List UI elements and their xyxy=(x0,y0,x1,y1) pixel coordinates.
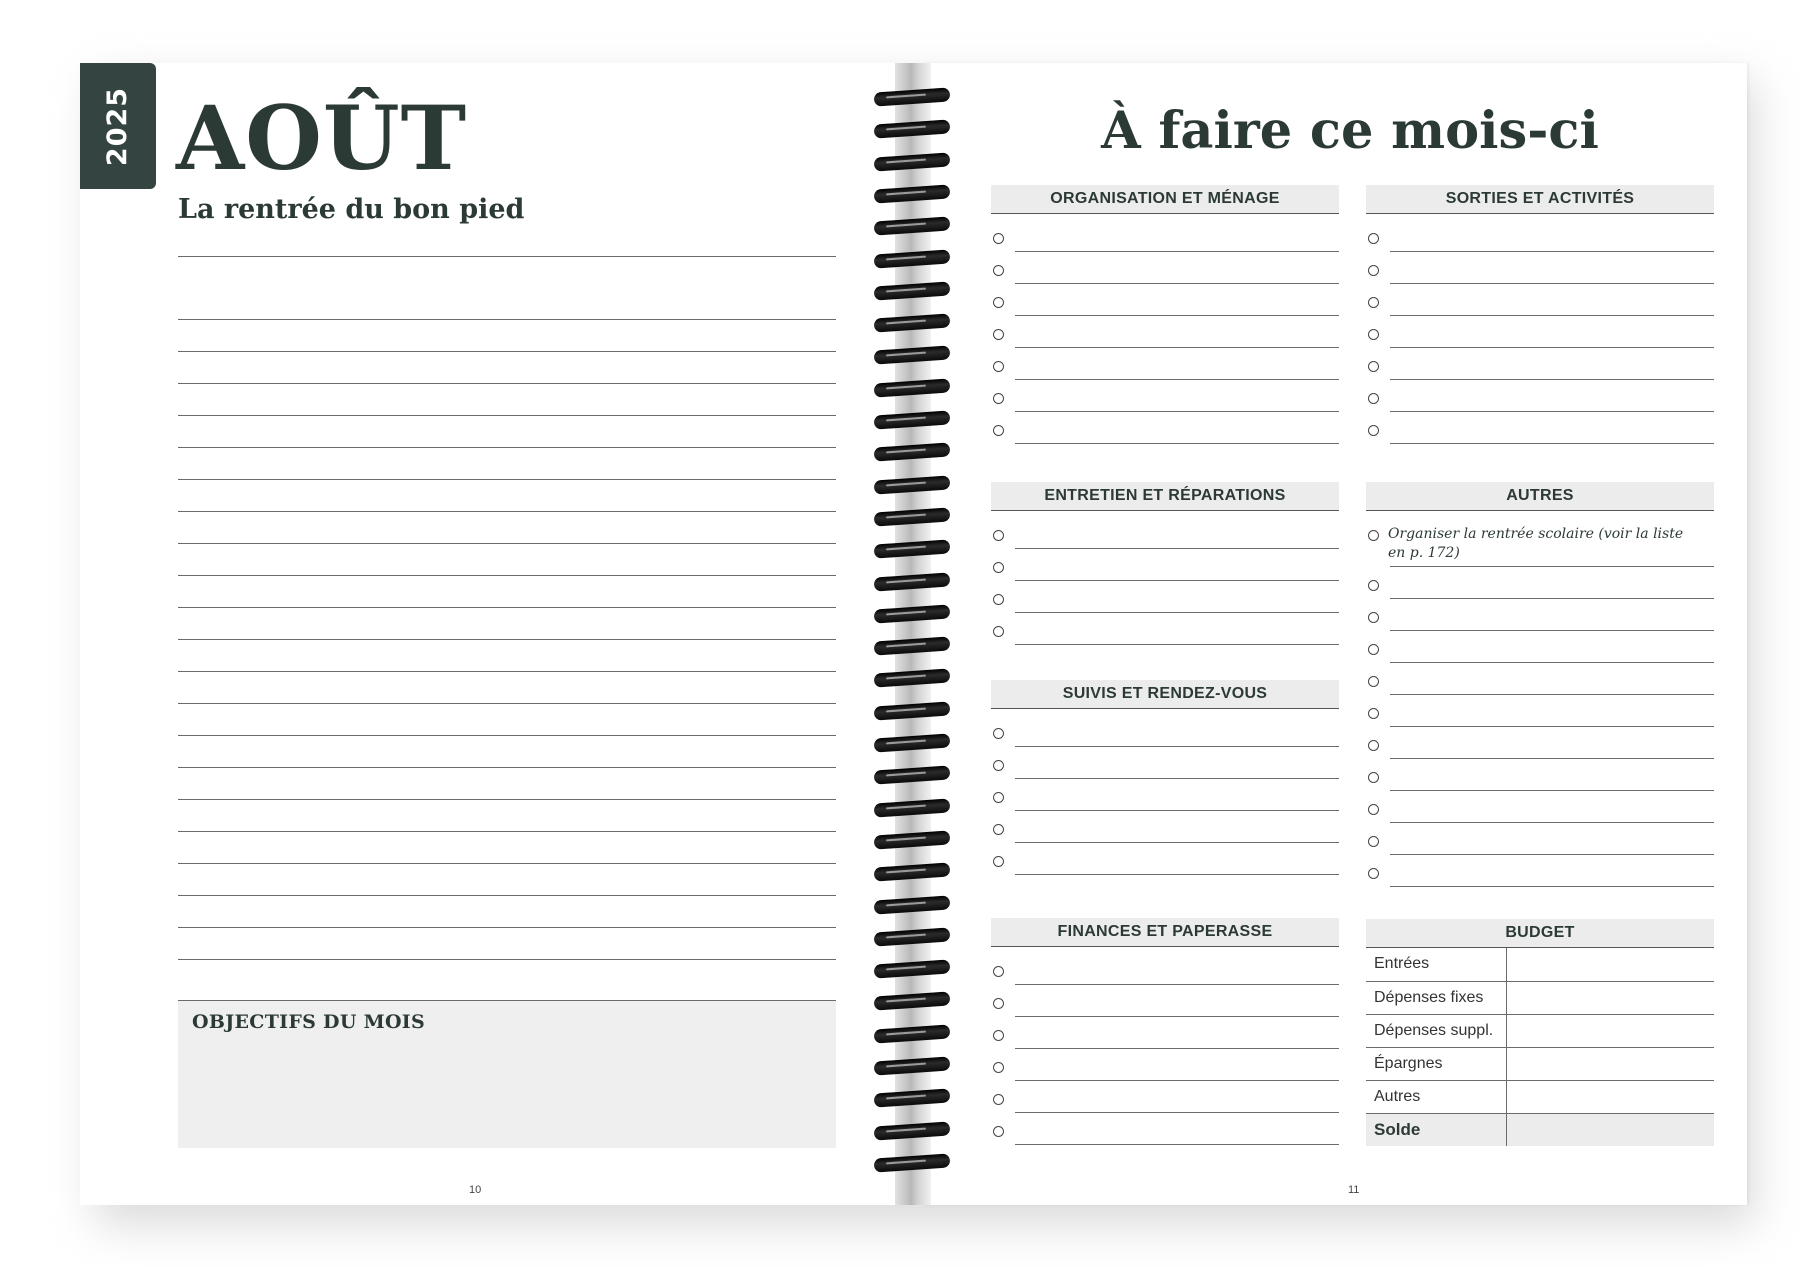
checkbox-circle-icon[interactable] xyxy=(1368,868,1379,879)
task-item[interactable] xyxy=(991,1113,1339,1145)
checkbox-circle-icon[interactable] xyxy=(993,562,1004,573)
spiral-coil xyxy=(874,1057,950,1077)
task-list xyxy=(991,953,1339,1145)
note-line[interactable] xyxy=(178,736,836,768)
budget-grid xyxy=(1366,948,1714,1146)
task-item[interactable] xyxy=(1366,727,1714,759)
budget-label: Dépenses fixes xyxy=(1366,981,1506,1014)
note-line[interactable] xyxy=(178,576,836,608)
task-list xyxy=(991,715,1339,875)
section-header: SORTIES ET ACTIVITÉS xyxy=(1366,185,1714,214)
spiral-coil xyxy=(874,1025,950,1045)
checkbox-circle-icon[interactable] xyxy=(993,856,1004,867)
spiral-coil xyxy=(874,379,950,399)
checkbox-circle-icon[interactable] xyxy=(993,626,1004,637)
spiral-coil xyxy=(874,540,950,560)
checkbox-circle-icon[interactable] xyxy=(1368,676,1379,687)
task-item[interactable] xyxy=(1366,855,1714,887)
note-line[interactable] xyxy=(178,256,836,257)
task-rule xyxy=(1015,644,1339,645)
checkbox-circle-icon[interactable] xyxy=(1368,530,1379,541)
task-item[interactable] xyxy=(991,1081,1339,1113)
section-suivis xyxy=(991,680,1339,875)
spiral-coil xyxy=(874,1122,950,1142)
task-rule xyxy=(1390,886,1714,887)
checkbox-circle-icon[interactable] xyxy=(993,824,1004,835)
checkbox-circle-icon[interactable] xyxy=(1368,393,1379,404)
task-item[interactable] xyxy=(991,348,1339,380)
note-line[interactable] xyxy=(178,704,836,736)
spiral-coil xyxy=(874,637,950,657)
task-rule xyxy=(1015,1144,1339,1145)
task-list xyxy=(991,220,1339,444)
checkbox-circle-icon[interactable] xyxy=(1368,836,1379,847)
task-text: Organiser la rentrée scolaire (voir la liste en p. 172) xyxy=(1388,526,1684,561)
note-line[interactable] xyxy=(178,896,836,928)
budget-value-cell[interactable] xyxy=(1506,1080,1714,1113)
checkbox-circle-icon[interactable] xyxy=(993,297,1004,308)
page-number-right: 11 xyxy=(1348,1184,1360,1196)
task-item[interactable] xyxy=(991,220,1339,252)
budget-value-cell[interactable] xyxy=(1506,981,1714,1014)
checkbox-circle-icon[interactable] xyxy=(993,233,1004,244)
budget-label: Autres xyxy=(1366,1080,1506,1113)
checkbox-circle-icon[interactable] xyxy=(993,1030,1004,1041)
task-item[interactable] xyxy=(1366,567,1714,599)
task-item[interactable] xyxy=(991,380,1339,412)
budget-value-cell[interactable] xyxy=(1506,1014,1714,1047)
goals-title: OBJECTIFS DU MOIS xyxy=(192,1011,426,1033)
checkbox-circle-icon[interactable] xyxy=(1368,740,1379,751)
budget-value-cell[interactable] xyxy=(1506,948,1714,981)
task-item[interactable] xyxy=(991,1017,1339,1049)
task-item[interactable] xyxy=(991,252,1339,284)
spiral-coil xyxy=(874,734,950,754)
task-list xyxy=(1366,567,1714,887)
checkbox-circle-icon[interactable] xyxy=(1368,329,1379,340)
task-item[interactable] xyxy=(991,549,1339,581)
spiral-coil xyxy=(874,443,950,463)
section-header: ENTRETIEN ET RÉPARATIONS xyxy=(991,482,1339,511)
checkbox-circle-icon[interactable] xyxy=(993,425,1004,436)
budget-row xyxy=(1366,1047,1714,1080)
note-line[interactable] xyxy=(178,928,836,960)
spiral-coil xyxy=(874,314,950,334)
note-line[interactable] xyxy=(178,288,836,320)
goals-box[interactable] xyxy=(178,1000,836,1148)
budget-total-label: Solde xyxy=(1366,1113,1506,1146)
task-item[interactable] xyxy=(991,284,1339,316)
section-header: ORGANISATION ET MÉNAGE xyxy=(991,185,1339,214)
checkbox-circle-icon[interactable] xyxy=(993,998,1004,1009)
checkbox-circle-icon[interactable] xyxy=(1368,265,1379,276)
checkbox-circle-icon[interactable] xyxy=(1368,297,1379,308)
section-organisation xyxy=(991,185,1339,444)
note-line[interactable] xyxy=(178,672,836,704)
task-item[interactable] xyxy=(991,412,1339,444)
spiral-coil xyxy=(874,250,950,270)
spiral-coil xyxy=(874,831,950,851)
spiral-coil xyxy=(874,702,950,722)
spiral-coil xyxy=(874,573,950,593)
budget-value-cell[interactable] xyxy=(1506,1047,1714,1080)
note-line[interactable] xyxy=(178,480,836,512)
checkbox-circle-icon[interactable] xyxy=(993,393,1004,404)
task-list xyxy=(1366,517,1714,567)
note-line[interactable] xyxy=(178,640,836,672)
note-line[interactable] xyxy=(178,352,836,384)
checkbox-circle-icon[interactable] xyxy=(993,265,1004,276)
budget-row xyxy=(1366,1080,1714,1113)
spiral-coil xyxy=(874,896,950,916)
checkbox-circle-icon[interactable] xyxy=(1368,580,1379,591)
note-line[interactable] xyxy=(178,384,836,416)
task-item[interactable] xyxy=(991,985,1339,1017)
budget-label: Entrées xyxy=(1366,948,1506,981)
budget-label: Épargnes xyxy=(1366,1047,1506,1080)
checkbox-circle-icon[interactable] xyxy=(1368,425,1379,436)
checkbox-circle-icon[interactable] xyxy=(1368,772,1379,783)
task-item[interactable] xyxy=(1366,316,1714,348)
checkbox-circle-icon[interactable] xyxy=(993,792,1004,803)
note-line[interactable] xyxy=(178,768,836,800)
budget-row xyxy=(1366,1014,1714,1047)
task-item[interactable] xyxy=(991,581,1339,613)
task-item[interactable] xyxy=(1366,252,1714,284)
spiral-coil xyxy=(874,1089,950,1109)
section-sorties xyxy=(1366,185,1714,444)
task-item[interactable] xyxy=(1366,663,1714,695)
note-line[interactable] xyxy=(178,864,836,896)
year-label-wrap xyxy=(80,63,156,189)
note-line[interactable] xyxy=(178,800,836,832)
spiral-coil xyxy=(874,282,950,302)
task-item[interactable] xyxy=(991,953,1339,985)
month-subtitle: La rentrée du bon pied xyxy=(178,194,525,225)
spiral-coil xyxy=(874,992,950,1012)
task-list xyxy=(1366,220,1714,444)
section-finances xyxy=(991,918,1339,1145)
checkbox-circle-icon[interactable] xyxy=(993,329,1004,340)
checkbox-circle-icon[interactable] xyxy=(993,594,1004,605)
budget-total-value-cell[interactable] xyxy=(1506,1113,1714,1146)
spiral-coil xyxy=(874,799,950,819)
checkbox-circle-icon[interactable] xyxy=(1368,233,1379,244)
section-header: AUTRES xyxy=(1366,482,1714,511)
checkbox-circle-icon[interactable] xyxy=(993,361,1004,372)
task-item[interactable] xyxy=(991,779,1339,811)
task-item[interactable] xyxy=(991,613,1339,645)
spiral-coil xyxy=(874,120,950,140)
checkbox-circle-icon[interactable] xyxy=(1368,804,1379,815)
task-item[interactable] xyxy=(1366,380,1714,412)
budget-header: BUDGET xyxy=(1366,919,1714,948)
checkbox-circle-icon[interactable] xyxy=(1368,644,1379,655)
task-item[interactable] xyxy=(1366,791,1714,823)
checkbox-circle-icon[interactable] xyxy=(993,1126,1004,1137)
task-item[interactable] xyxy=(1366,631,1714,663)
task-rule xyxy=(1015,874,1339,875)
budget-row xyxy=(1366,948,1714,981)
note-line[interactable] xyxy=(178,448,836,480)
checkbox-circle-icon[interactable] xyxy=(1368,612,1379,623)
task-item[interactable] xyxy=(991,1049,1339,1081)
spiral-coil xyxy=(874,217,950,237)
task-rule xyxy=(1015,443,1339,444)
section-header: FINANCES ET PAPERASSE xyxy=(991,918,1339,947)
spiral-coil xyxy=(874,153,950,173)
task-item[interactable] xyxy=(1366,759,1714,791)
checkbox-circle-icon[interactable] xyxy=(993,1094,1004,1105)
checkbox-circle-icon[interactable] xyxy=(993,1062,1004,1073)
spiral-coil xyxy=(874,88,950,108)
task-item[interactable] xyxy=(991,715,1339,747)
spiral-coil xyxy=(874,411,950,431)
task-item[interactable] xyxy=(1366,284,1714,316)
spiral-coil xyxy=(874,476,950,496)
spiral-coil xyxy=(874,669,950,689)
todo-title: À faire ce mois-ci xyxy=(1101,101,1599,161)
section-entretien xyxy=(991,482,1339,645)
budget-table xyxy=(1366,919,1714,1146)
task-list xyxy=(991,517,1339,645)
checkbox-circle-icon[interactable] xyxy=(1368,361,1379,372)
task-item[interactable] xyxy=(991,811,1339,843)
spiral-coil xyxy=(874,605,950,625)
note-line[interactable] xyxy=(178,320,836,352)
task-item[interactable] xyxy=(991,747,1339,779)
spiral-coil xyxy=(874,346,950,366)
note-line[interactable] xyxy=(178,512,836,544)
spiral-coil xyxy=(874,508,950,528)
task-item[interactable] xyxy=(1366,599,1714,631)
note-line[interactable] xyxy=(178,608,836,640)
spiral-coil xyxy=(874,185,950,205)
checkbox-circle-icon[interactable] xyxy=(993,530,1004,541)
note-line[interactable] xyxy=(178,832,836,864)
spiral-coil xyxy=(874,863,950,883)
checkbox-circle-icon[interactable] xyxy=(993,966,1004,977)
notes-lines xyxy=(178,256,836,960)
section-header: SUIVIS ET RENDEZ-VOUS xyxy=(991,680,1339,709)
note-line[interactable] xyxy=(178,416,836,448)
year-label: 2025 xyxy=(102,86,134,166)
task-item[interactable] xyxy=(1366,412,1714,444)
task-item[interactable] xyxy=(991,843,1339,875)
month-title: AOÛT xyxy=(176,86,468,190)
task-item[interactable] xyxy=(1366,517,1714,567)
task-item[interactable] xyxy=(1366,348,1714,380)
task-item[interactable] xyxy=(991,316,1339,348)
note-line[interactable] xyxy=(178,544,836,576)
spiral-coil xyxy=(874,960,950,980)
task-item[interactable] xyxy=(1366,695,1714,727)
budget-total-row xyxy=(1366,1113,1714,1146)
checkbox-circle-icon[interactable] xyxy=(993,760,1004,771)
task-item[interactable] xyxy=(1366,823,1714,855)
task-item[interactable] xyxy=(991,517,1339,549)
task-rule xyxy=(1390,443,1714,444)
section-autres xyxy=(1366,482,1714,887)
checkbox-circle-icon[interactable] xyxy=(1368,708,1379,719)
task-item[interactable] xyxy=(1366,220,1714,252)
budget-label: Dépenses suppl. xyxy=(1366,1014,1506,1047)
page-number-left: 10 xyxy=(469,1184,482,1196)
spiral-coil xyxy=(874,766,950,786)
spiral-coil xyxy=(874,928,950,948)
budget-row xyxy=(1366,981,1714,1014)
checkbox-circle-icon[interactable] xyxy=(993,728,1004,739)
spiral-coil xyxy=(874,1154,950,1174)
